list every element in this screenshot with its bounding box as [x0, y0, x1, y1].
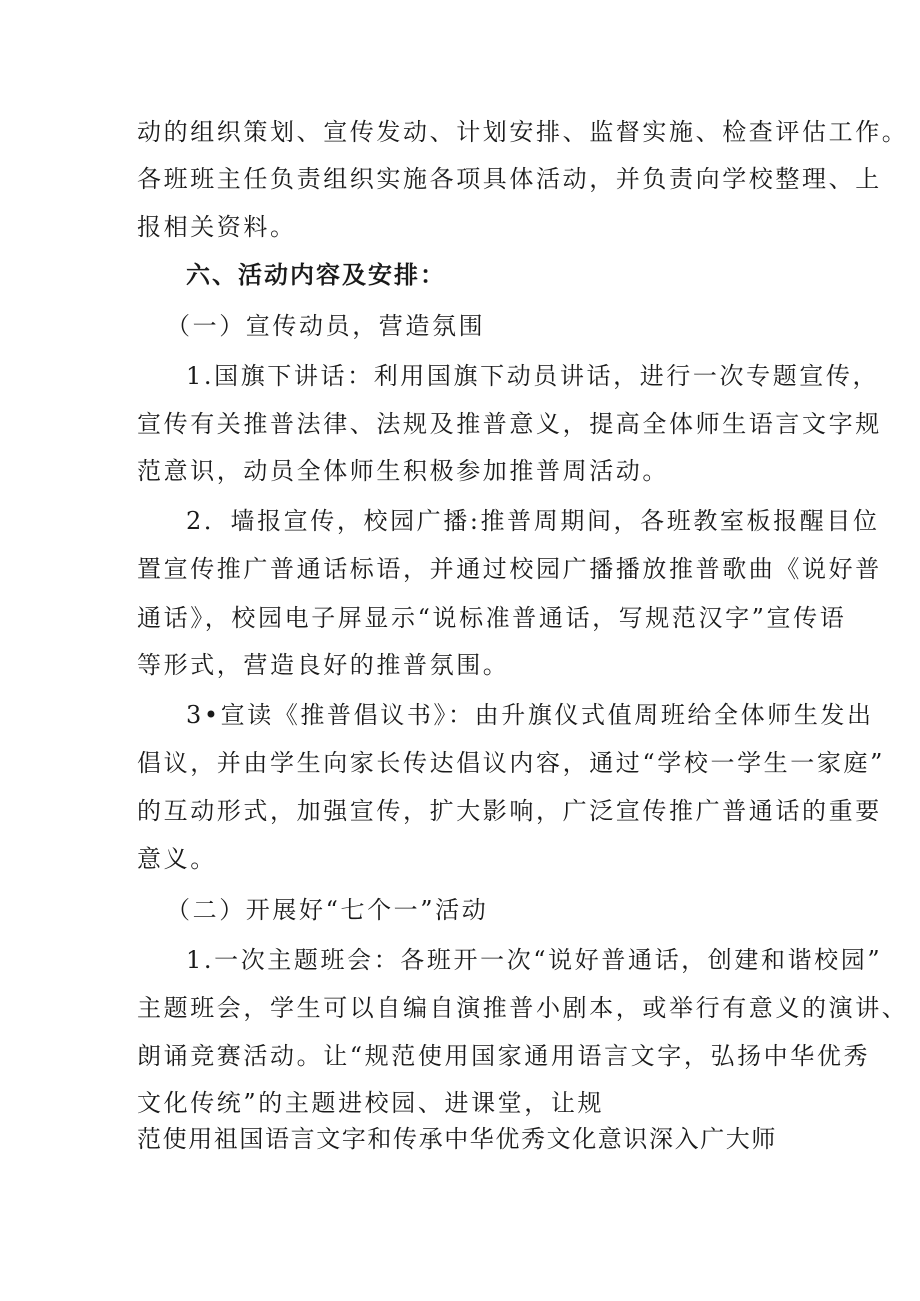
body-line-14: 倡议，并由学生向家长传达倡议内容，通过“学校一学生一家庭”	[137, 749, 885, 777]
body-line-6: 1.国旗下讲话：利用国旗下动员讲话，进行一次专题宣传，	[186, 362, 880, 390]
body-line-1: 动的组织策划、宣传发动、计划安排、监督实施、检查评估工作。	[137, 118, 909, 146]
body-line-8: 范意识，动员全体师生积极参加推普周活动。	[137, 457, 669, 485]
body-line-16: 意义。	[137, 845, 217, 873]
body-line-20: 朗诵竞赛活动。让“规范使用国家通用语言文字，弘扬中华优秀	[137, 1042, 871, 1070]
body-line-12: 等形式，营造良好的推普氛围。	[137, 651, 510, 679]
body-line-11: 通话》，校园电子屏显示“说标准普通话，写规范汉字”宣传语	[137, 604, 847, 632]
body-line-13: 3•宣读《推普倡议书》：由升旗仪式值周班给全体师生发出	[186, 701, 874, 729]
body-line-21: 文化传统”的主题进校园、进课堂，让规	[137, 1089, 605, 1117]
body-line-15: 的互动形式，加强宣传，扩大影响，广泛宣传推广普通话的重要	[137, 797, 882, 825]
body-line-19: 主题班会，学生可以自编自演推普小剧本，或举行有意义的演讲、	[137, 994, 909, 1022]
body-line-7: 宣传有关推普法律、法规及推普意义，提高全体师生语言文字规	[137, 410, 882, 438]
body-line-22: 范使用祖国语言文字和传承中华优秀文化意识深入广大师	[137, 1125, 777, 1153]
body-line-2: 各班班主任负责组织实施各项具体活动，并负责向学校整理、上	[137, 165, 882, 193]
section-heading: 六、活动内容及安排：	[186, 261, 446, 289]
body-line-3: 报相关资料。	[137, 213, 297, 241]
body-line-9: 2．墙报宣传，校园广播:推普周期间，各班教室板报醒目位	[186, 507, 880, 535]
body-line-10: 置宣传推广普通话标语，并通过校园广播播放推普歌曲《说好普	[137, 555, 882, 583]
subsection-heading-2: （二）开展好“七个一”活动	[166, 896, 489, 924]
body-line-18: 1.一次主题班会：各班开一次“说好普通话，创建和谐校园”	[186, 946, 883, 974]
subsection-heading-1: （一）宣传动员，营造氛围	[166, 312, 486, 340]
